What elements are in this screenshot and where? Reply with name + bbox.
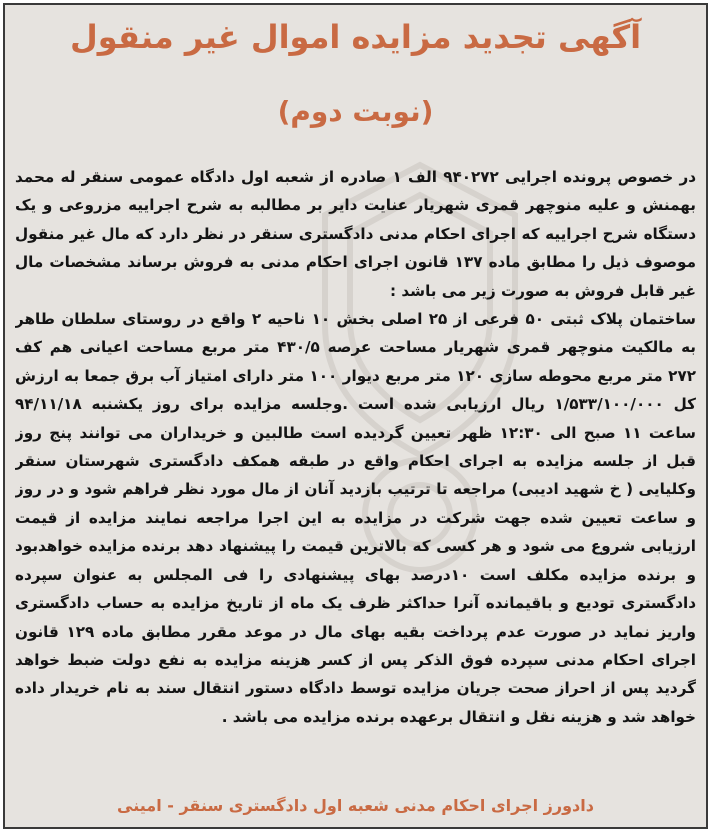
notice-body [15,163,696,783]
notice-frame [3,3,708,829]
notice-title: آگهی تجدید مزایده اموال غیر منقول [69,18,642,56]
notice-paragraph-intro: در خصوص پرونده اجرایی ۹۴۰۲۷۲ الف ۱ صادره از شعبه اول دادگاه عمومی سنقر له محمد بهمنش و علیه منوچهر قمری شهریار عنایت دایر بر مطالبه به شرح اجراییه مزروعی و یک دستگاه شرح اجراییه که اجرای احکام مدنی دادگستری سنقر در نظر دارد که مال غیر منقول موصوف ذیل را مطابق ماده ۱۳۷ قانون اجرای احکام مدنی به فروش برساند مشخصات مال غیر قابل فروش به صورت زیر می باشد : [15,168,696,300]
notice-signature: دادورز اجرای احکام مدنی شعبه اول دادگستری سنقر - امینی [117,796,594,815]
notice-subtitle: (نوبت دوم) [277,95,434,128]
notice-paragraph-details: ساختمان پلاک ثبتی ۵۰ فرعی از ۲۵ اصلی بخش ۱۰ ناحیه ۲ واقع در روستای سلطان طاهر به مالکیت منوچهر قمری شهریار مساحت عرصه ۴۳۰/۵ متر مربع مساحت اعیانی هم کف ۲۷۲ متر مربع محوطه سازی ۱۲۰ متر مربع دیوار ۱۰۰ متر دارای امتیاز آب برق جمعا به ارزش کل ۱/۵۳۳/۱۰۰/۰۰۰ ریال ارزیابی شده است .وجلسه مزایده برای روز یکشنبه ۹۴/۱۱/۱۸ ساعت ۱۱ صبح الی ۱۲:۳۰ ظهر تعیین گردیده است طالبین و خریداران می توانند پنج روز قبل از جلسه مزایده به اجرای احکام واقع در طبقه همکف دادگستری شهرستان سنقر وکلیایی ( خ شهید ادیبی) مراجعه تا ترتیب بازدید آنان از مال مورد نظر فراهم شود و در روز و ساعت تعیین شده جهت شرکت در مزایده به این اجرا مراجعه نمایند مزایده از قیمت ارزیابی شروع می شود و هر کسی که بالاترین قیمت را پیشنهاد دهد برنده مزایده خواهدبود و برنده مزایده مکلف است ۱۰درصد بهای پیشنهادی را فی المجلس به عنوان سپرده دادگستری تودیع و باقیمانده آنرا حداکثر ظرف یک ماه از تاریخ مزایده به حساب دادگستری واریز نماید در صورت عدم پرداخت بقیه بهای مال در موعد مقرر مطابق ماده ۱۲۹ قانون اجرای احکام مدنی سپرده فوق الذکر پس از کسر هزینه مزایده به نفع دولت ضبط خواهد گردید پس از احراز صحت جریان مزایده توسط دادگاه دستور انتقال سند به نام خریدار داده خواهد شد و هزینه نقل و انتقال برعهده برنده مزایده می باشد . [15,310,696,726]
